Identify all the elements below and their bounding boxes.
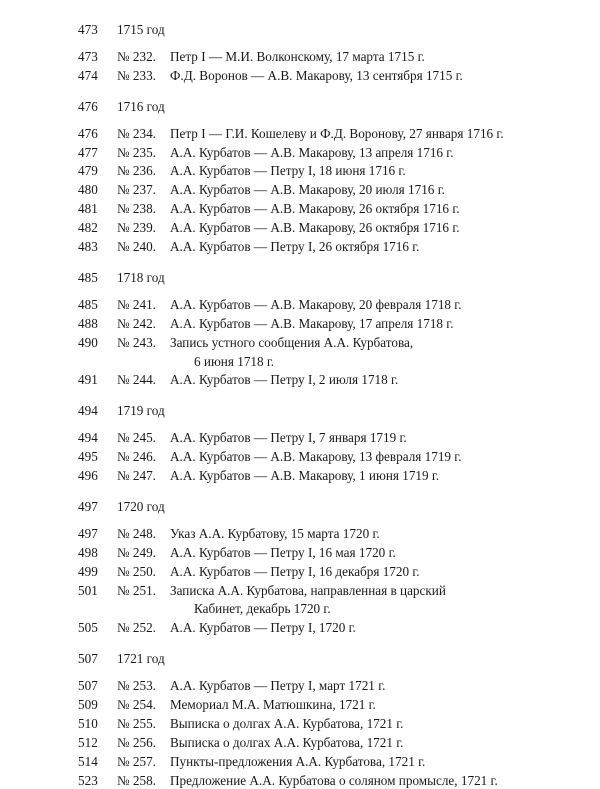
year-heading: 1721 год <box>117 651 165 667</box>
document-number: № 242. <box>117 315 156 331</box>
toc-entry <box>0 372 600 388</box>
toc-entry <box>0 239 600 255</box>
document-title-continuation: Кабинет, декабрь 1720 г. <box>194 601 331 617</box>
page-number: 473 <box>78 22 98 37</box>
document-title: А.А. Курбатов — Петру I, 16 мая 1720 г. <box>170 544 396 560</box>
document-number: № 241. <box>117 296 156 312</box>
toc-entry <box>0 220 600 236</box>
page-number: 505 <box>78 620 98 636</box>
document-title: Выписка о долгах А.А. Курбатова, 1721 г. <box>170 715 404 731</box>
document-title: А.А. Курбатов — А.В. Макарову, 26 октября 1716 г. <box>170 220 460 236</box>
toc-entry <box>0 297 600 313</box>
document-number: № 258. <box>117 772 156 788</box>
page-number: 495 <box>78 449 98 465</box>
document-title: Указ А.А. Курбатову, 15 марта 1720 г. <box>170 525 380 541</box>
page-number: 485 <box>78 296 98 312</box>
page-number: 514 <box>78 753 98 769</box>
document-title: А.А. Курбатов — Петру I, 7 января 1719 г. <box>170 430 407 446</box>
page-number: 494 <box>78 430 98 446</box>
page-number: 501 <box>78 582 98 598</box>
year-heading-row <box>0 651 600 667</box>
document-title: Предложение А.А. Курбатова о соляном промысле, 1721 г. <box>170 772 498 788</box>
document-number: № 244. <box>117 372 156 388</box>
toc-entry <box>0 716 600 732</box>
page-number: 512 <box>78 734 98 750</box>
toc-entry <box>0 620 600 636</box>
page-number: 507 <box>78 678 98 694</box>
document-title: Запись устного сообщения А.А. Курбатова, <box>170 334 414 350</box>
year-heading: 1719 год <box>117 403 165 419</box>
year-heading-row <box>0 22 600 38</box>
document-number: № 250. <box>117 563 156 579</box>
toc-entry <box>0 126 600 142</box>
document-title: А.А. Курбатов — Петру I, 18 июня 1716 г. <box>170 163 406 179</box>
document-title-continuation: 6 июня 1718 г. <box>194 353 275 369</box>
document-title: Петр I — Г.И. Кошелеву и Ф.Д. Воронову, 27 января 1716 г. <box>170 125 504 141</box>
document-number: № 246. <box>117 449 156 465</box>
document-number: № 255. <box>117 715 156 731</box>
document-title: А.А. Курбатов — А.В. Макарову, 26 октября 1716 г. <box>170 201 460 217</box>
document-number: № 237. <box>117 182 156 198</box>
document-number: № 254. <box>117 697 156 712</box>
year-heading-row <box>0 499 600 515</box>
toc-entry-continuation <box>0 354 600 370</box>
page-number: 485 <box>78 269 98 285</box>
toc-entry <box>0 449 600 465</box>
toc-entry <box>0 564 600 580</box>
page-number: 480 <box>78 182 98 198</box>
page-number: 509 <box>78 697 98 712</box>
page-number: 510 <box>78 715 98 731</box>
page-number: 483 <box>78 239 98 254</box>
document-number: № 247. <box>117 468 156 483</box>
toc-entry <box>0 773 600 789</box>
year-heading: 1716 год <box>117 98 165 114</box>
page-number: 497 <box>78 498 98 514</box>
year-heading: 1715 год <box>117 22 165 37</box>
document-number: № 239. <box>117 220 156 236</box>
document-title: А.А. Курбатов — Петру I, 2 июля 1718 г. <box>170 372 399 388</box>
document-number: № 252. <box>117 620 156 636</box>
document-number: № 253. <box>117 678 156 694</box>
toc-entry <box>0 430 600 446</box>
year-heading-row <box>0 270 600 286</box>
year-heading: 1720 год <box>117 498 165 514</box>
toc-entry <box>0 583 600 599</box>
document-title: А.А. Курбатов — А.В. Макарову, 13 апреля 1716 г. <box>170 144 454 160</box>
toc-entry <box>0 735 600 751</box>
toc-entry <box>0 182 600 198</box>
document-title: Петр I — М.И. Волконскому, 17 марта 1715 г. <box>170 48 425 64</box>
document-title: А.А. Курбатов — А.В. Макарову, 20 февраля 1718 г. <box>170 296 462 312</box>
document-title: А.А. Курбатов — Петру I, 1720 г. <box>170 620 356 636</box>
page-number: 488 <box>78 315 98 331</box>
page-number: 498 <box>78 544 98 560</box>
page-number: 476 <box>78 98 98 114</box>
page-number: 474 <box>78 67 98 83</box>
page-number: 499 <box>78 563 98 579</box>
document-number: № 238. <box>117 201 156 217</box>
toc-entry-continuation <box>0 601 600 617</box>
page-number: 477 <box>78 144 98 160</box>
page-number: 496 <box>78 468 98 483</box>
toc-entry <box>0 49 600 65</box>
toc-entry <box>0 468 600 484</box>
document-number: № 235. <box>117 144 156 160</box>
document-number: № 236. <box>117 163 156 179</box>
document-title: Выписка о долгах А.А. Курбатова, 1721 г. <box>170 734 404 750</box>
page-number: 497 <box>78 525 98 541</box>
toc-entry <box>0 697 600 713</box>
page-number: 473 <box>78 48 98 64</box>
document-number: № 243. <box>117 334 156 350</box>
document-title: Мемориал М.А. Матюшкина, 1721 г. <box>170 697 376 712</box>
document-number: № 232. <box>117 48 156 64</box>
toc-entry <box>0 678 600 694</box>
toc-entry <box>0 68 600 84</box>
page-number: 476 <box>78 125 98 141</box>
document-title: А.А. Курбатов — А.В. Макарову, 17 апреля 1718 г. <box>170 315 454 331</box>
document-number: № 240. <box>117 239 156 254</box>
document-title: А.А. Курбатов — Петру I, март 1721 г. <box>170 678 386 694</box>
toc-entry <box>0 145 600 161</box>
toc-entry <box>0 526 600 542</box>
document-number: № 248. <box>117 525 156 541</box>
document-title: Записка А.А. Курбатова, направленная в царский <box>170 582 446 598</box>
year-heading-row <box>0 99 600 115</box>
page-number: 481 <box>78 201 98 217</box>
page-number: 490 <box>78 334 98 350</box>
document-title: Ф.Д. Воронов — А.В. Макарову, 13 сентября 1715 г. <box>170 67 463 83</box>
document-title: А.А. Курбатов — А.В. Макарову, 20 июля 1716 г. <box>170 182 445 198</box>
toc-entry <box>0 163 600 179</box>
year-heading-row <box>0 403 600 419</box>
document-title: А.А. Курбатов — Петру I, 16 декабря 1720 г. <box>170 563 420 579</box>
page-number: 491 <box>78 372 98 388</box>
document-number: № 256. <box>117 734 156 750</box>
page-number: 494 <box>78 403 98 419</box>
page-number: 507 <box>78 651 98 667</box>
document-title: А.А. Курбатов — А.В. Макарову, 13 февраля 1719 г. <box>170 449 462 465</box>
document-number: № 234. <box>117 125 156 141</box>
year-heading: 1718 год <box>117 269 165 285</box>
document-title: А.А. Курбатов — Петру I, 26 октября 1716 г. <box>170 239 420 254</box>
document-number: № 245. <box>117 430 156 446</box>
document-number: № 233. <box>117 67 156 83</box>
page-number: 482 <box>78 220 98 236</box>
page-number: 479 <box>78 163 98 179</box>
document-title: Пункты-предложения А.А. Курбатова, 1721 г. <box>170 753 426 769</box>
toc-entry <box>0 754 600 770</box>
toc-entry <box>0 545 600 561</box>
toc-entry <box>0 316 600 332</box>
toc-entry <box>0 201 600 217</box>
document-title: А.А. Курбатов — А.В. Макарову, 1 июня 1719 г. <box>170 468 440 483</box>
toc-entry <box>0 335 600 351</box>
page-number: 523 <box>78 772 98 788</box>
document-number: № 249. <box>117 544 156 560</box>
document-number: № 251. <box>117 582 156 598</box>
document-number: № 257. <box>117 753 156 769</box>
